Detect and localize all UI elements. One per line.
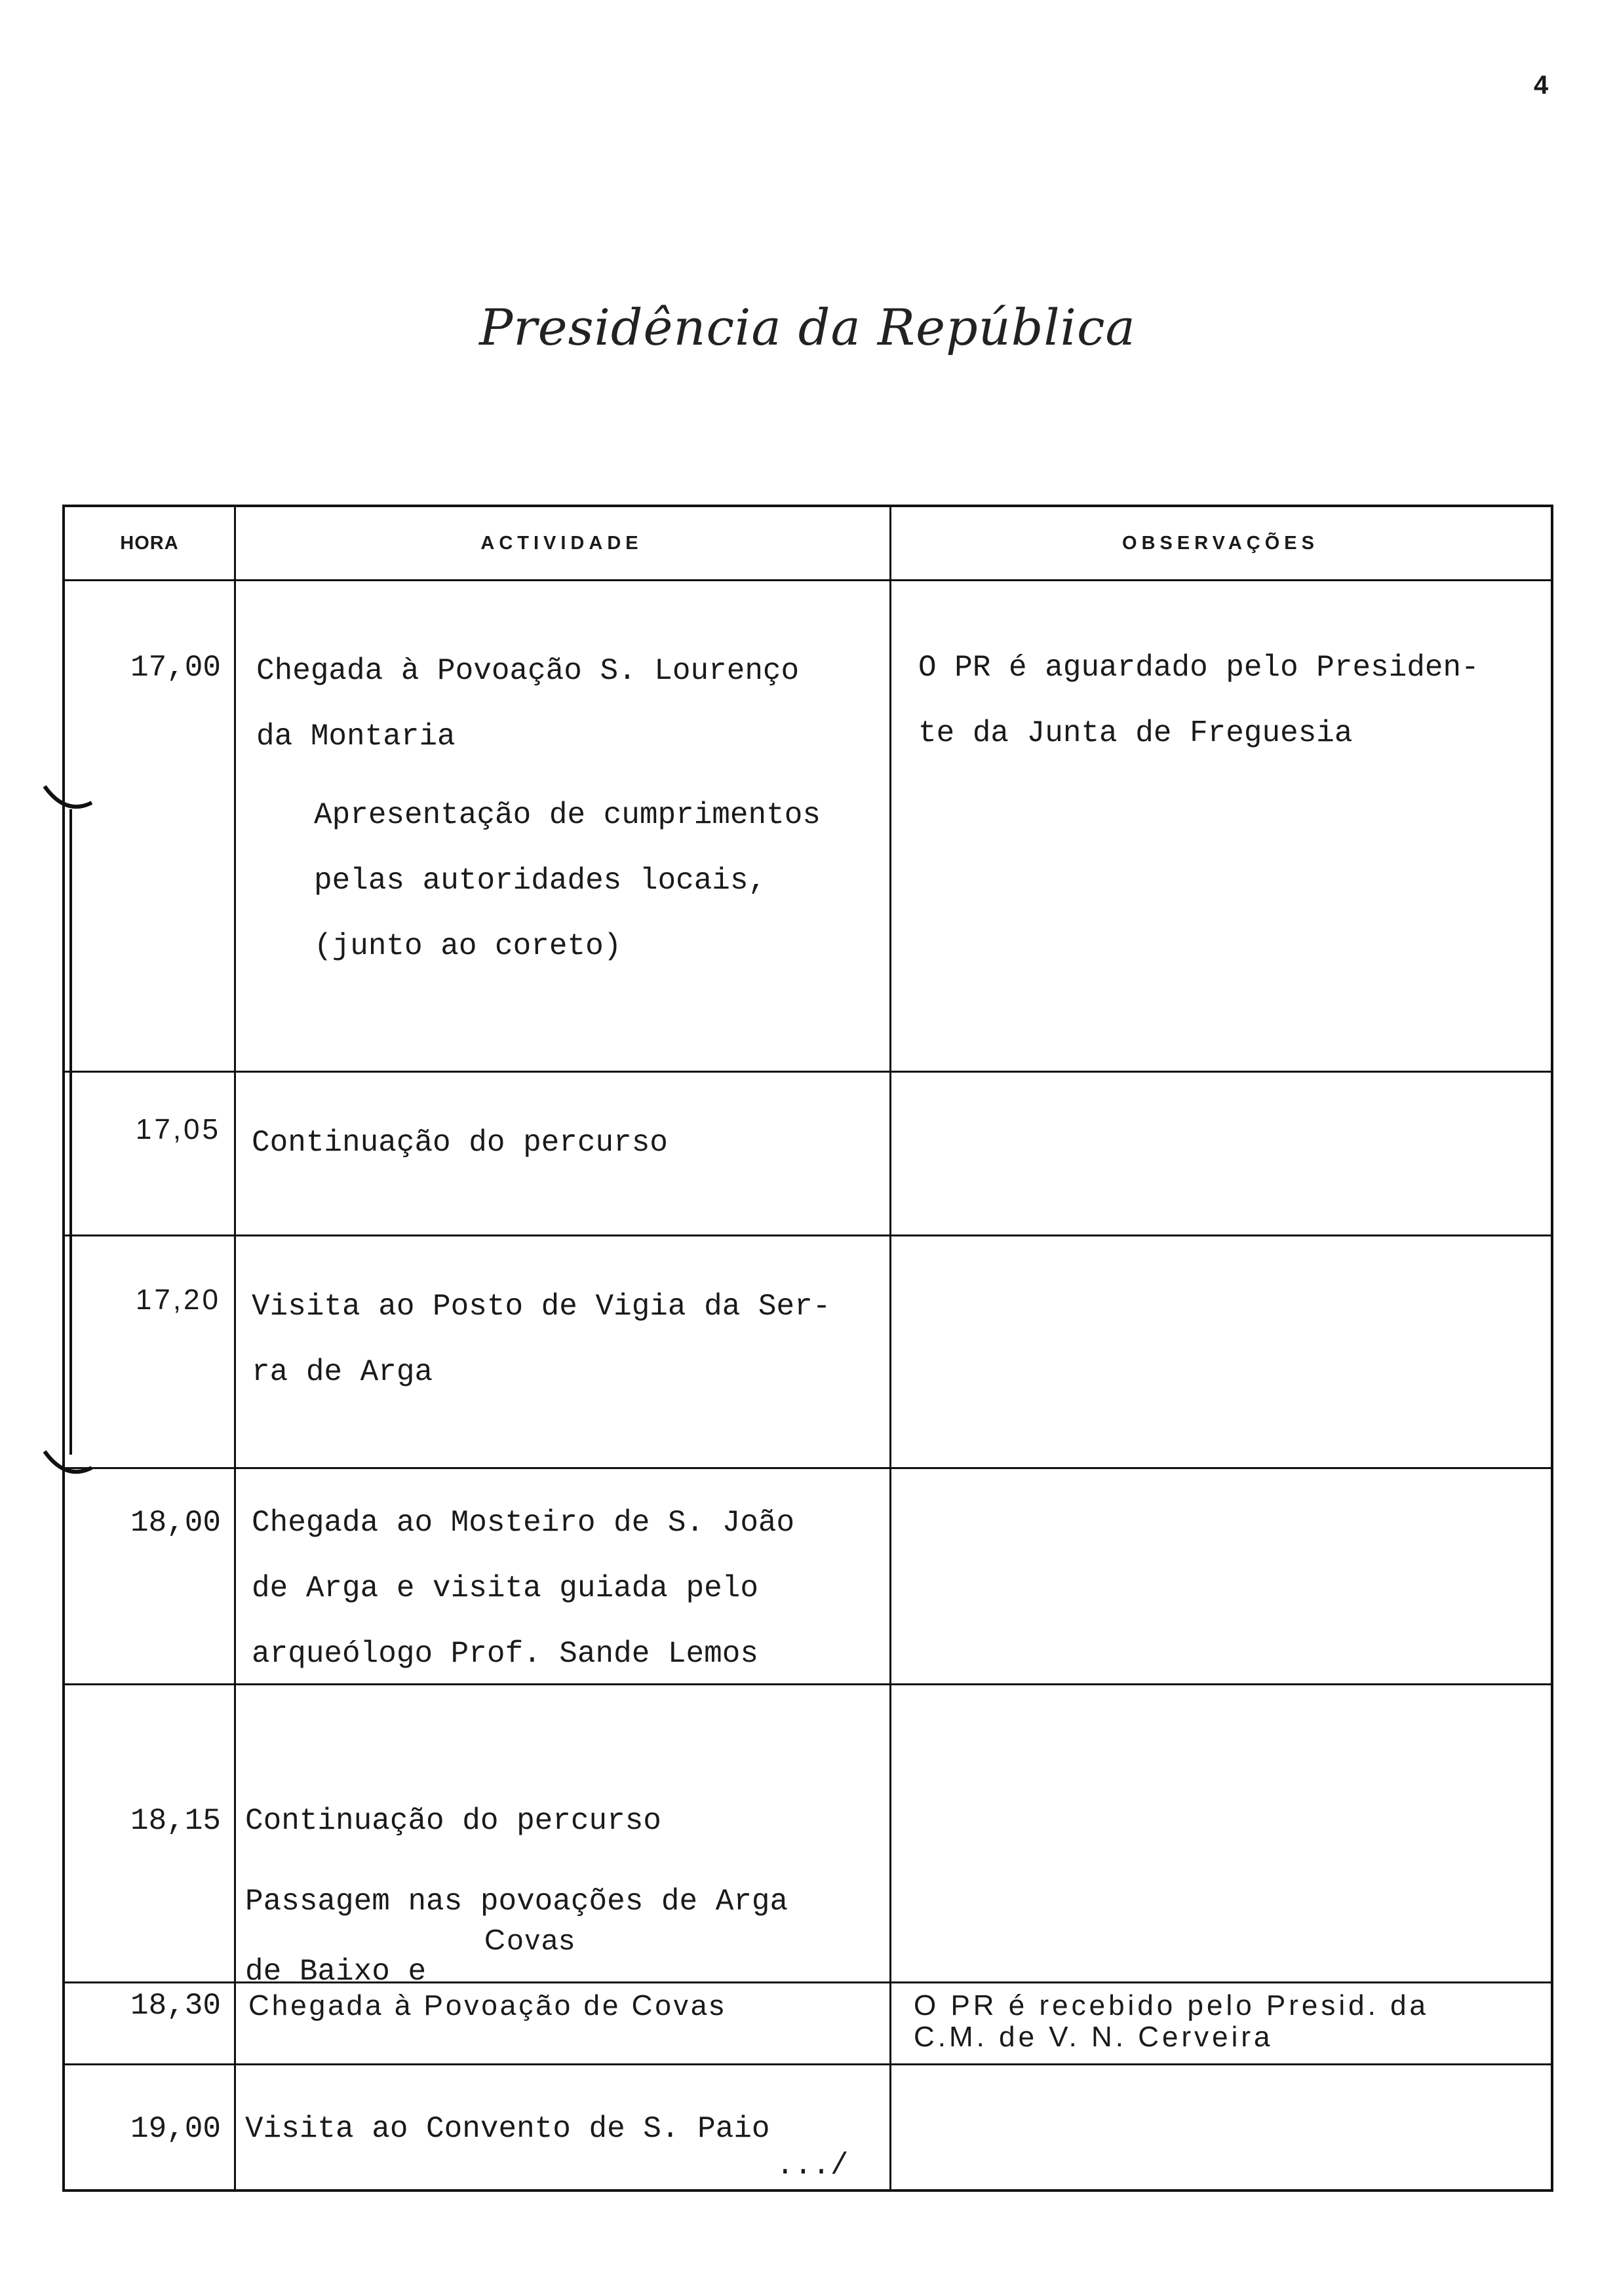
row-actividade-line: da Montaria <box>256 719 456 754</box>
row-hora: 17,20 <box>135 1284 221 1316</box>
row-hora: 17,00 <box>130 651 221 685</box>
schedule-table <box>62 505 1553 2192</box>
row-actividade-line: de Baixo e <box>245 1955 427 1989</box>
row-actividade-line: Visita ao Posto de Vigia da Ser- <box>252 1290 831 1324</box>
row-actividade-line: Chegada à Povoação de Covas <box>248 1989 727 2021</box>
row-actividade-line: Passagem nas povoações de Arga <box>245 1885 788 1919</box>
row-divider <box>65 1234 1551 1236</box>
row-actividade-subline: pelas autoridades locais, <box>314 864 767 898</box>
row-actividade-line: arqueólogo Prof. Sande Lemos <box>252 1637 758 1671</box>
header-hora: HORA <box>120 532 179 554</box>
row-actividade-line: Continuação do percurso <box>252 1126 668 1160</box>
header-observacoes: OBSERVAÇÕES <box>1122 532 1319 554</box>
letterhead: Presidência da República <box>479 298 1136 356</box>
column-divider-hora <box>234 507 236 2189</box>
row-actividade-line: de Arga e visita guiada pelo <box>252 1571 758 1605</box>
row-divider <box>65 2063 1551 2065</box>
header-actividade: ACTIVIDADE <box>480 532 643 554</box>
row-actividade-subline: (junto ao coreto) <box>314 929 622 963</box>
page-number: 4 <box>1534 71 1549 100</box>
row-hora: 18,15 <box>130 1804 221 1838</box>
row-observacoes-line: O PR é recebido pelo Presid. da <box>914 1989 1430 2021</box>
column-divider-actividade <box>889 507 891 2189</box>
row-hora: 17,05 <box>135 1113 221 1145</box>
row-observacoes-line: te da Junta de Freguesia <box>918 716 1353 750</box>
row-actividade-line: ra de Arga <box>252 1355 433 1389</box>
row-hora: 19,00 <box>130 2112 221 2146</box>
row-observacoes-line: O PR é aguardado pelo Presiden- <box>918 651 1479 685</box>
row-divider <box>65 1467 1551 1469</box>
row-actividade-line: Chegada ao Mosteiro de S. João <box>252 1506 795 1540</box>
header-divider <box>65 579 1551 581</box>
row-actividade-line: Visita ao Convento de S. Paio <box>245 2112 770 2146</box>
row-hora: 18,30 <box>130 1989 221 2023</box>
row-actividade-subline: Apresentação de cumprimentos <box>314 798 821 832</box>
row-actividade-line: Continuação do percurso <box>245 1804 661 1838</box>
row-observacoes-line: C.M. de V. N. Cerveira <box>914 2021 1274 2053</box>
row-actividade-line: Chegada à Povoação S. Lourenço <box>256 654 800 688</box>
row-hora: 18,00 <box>130 1506 221 1540</box>
row-actividade-handwritten: Covas <box>484 1924 576 1956</box>
row-divider <box>65 1071 1551 1073</box>
continuation-mark: .../ <box>776 2149 849 2183</box>
